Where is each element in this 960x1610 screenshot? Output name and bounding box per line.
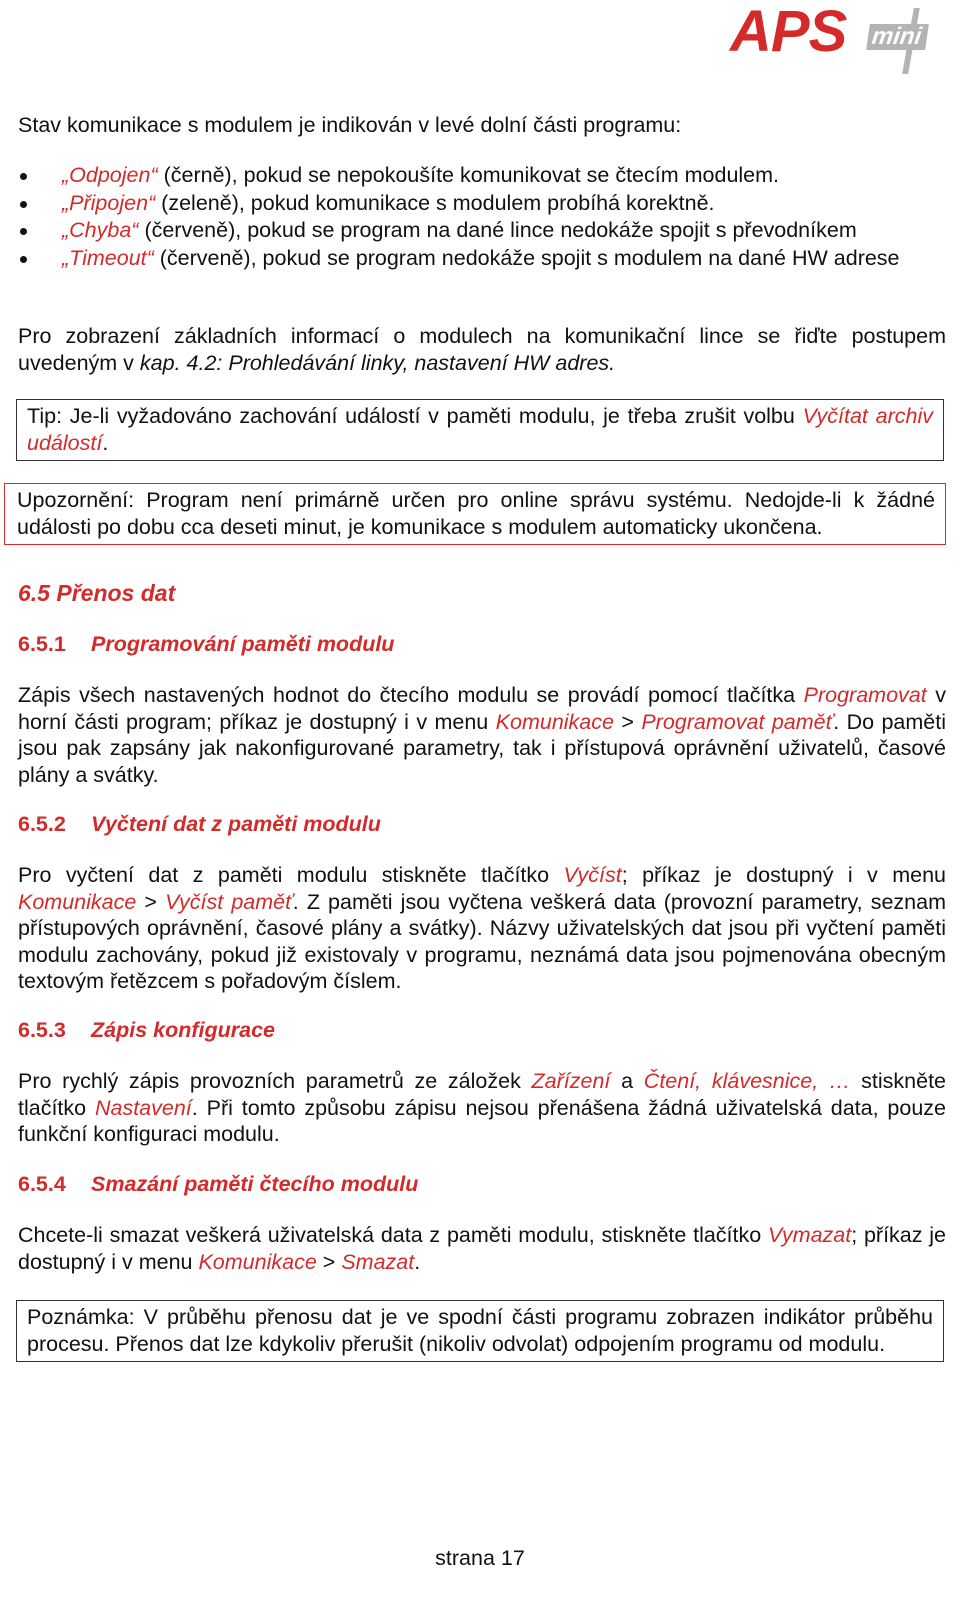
intro-paragraph: Stav komunikace s modulem je indikován v levé dolní části programu: [18,113,682,137]
tip-box: Tip: Je-li vyžadováno zachování událostí v paměti modulu, je třeba zrušit volbu Vyčítat archiv událostí. [16,399,944,461]
chapter-reference: kap. 4.2: Prohledávání linky, nastavení HW adres. [139,350,616,375]
bullet-icon [20,228,27,235]
warning-box: Upozornění: Program není primárně určen pro online správu systému. Nedojde-li k žádné události po dobu cca deseti minut, je komunikace s modulem automaticky ukončena. [4,483,946,545]
subsection-heading: 6.5.4 Smazání paměti čtecího modulu [18,1172,419,1196]
subsection-heading: 6.5.2 Vyčtení dat z paměti modulu [18,812,381,836]
info-paragraph: Pro zobrazení základních informací o modulech na komunikační lince se řiďte postupem uvedeným v kap. 4.2: Prohledávání linky, nastavení HW adres. [18,324,946,375]
logo-sub-text: mini [866,24,929,50]
section-heading: 6.5 Přenos dat [18,580,176,606]
bullet-icon [20,256,27,263]
bullet-icon [20,173,27,180]
tip-option-name: Vyčítat archiv událostí [27,404,933,455]
subsection-paragraph: Pro rychlý zápis provozních parametrů ze záložek Zařízení a Čtení, klávesnice, … stiskněte tlačítko Nastavení. Při tomto způsobu zápisu nejsou přenášena žádná uživatelská data, pouze funkční konfiguraci modulu. [18,1069,946,1146]
list-item: „Chyba“ (červeně), pokud se program na dané lince nedokáže spojit s převodníkem [18,217,946,245]
subsection-heading: 6.5.1 Programování paměti modulu [18,632,395,656]
note-box: Poznámka: V průběhu přenosu dat je ve spodní části programu zobrazen indikátor průběhu procesu. Přenos dat lze kdykoliv přerušit (nikoliv odvolat) odpojením programu od modulu. [16,1300,944,1362]
subsection-paragraph: Zápis všech nastavených hodnot do čtecího modulu se provádí pomocí tlačítka Programovat v horní části program; příkaz je dostupný i v menu Komunikace > Programovat paměť. Do paměti jsou pak zapsány jak nakonfigurované parametry, tak i přístupová oprávnění uživatelů, časové plány a svátky. [18,683,946,787]
list-item: „Timeout“ (červeně), pokud se program nedokáže spojit s modulem na dané HW adrese [18,245,946,273]
aps-mini-logo [730,2,952,78]
subsection-paragraph: Pro vyčtení dat z paměti modulu stiskněte tlačítko Vyčíst; příkaz je dostupný i v menu Komunikace > Vyčíst paměť. Z paměti jsou vyčtena veškerá data (provozní parametry, seznam přístupových oprávnění, časové plány a svátky). Názvy uživatelských dat jsou při vyčtení paměti modulu zachovány, pokud již existovaly v programu, neznámá data jsou pojmenována obecným textovým řetězcem s pořadovým číslem. [18,863,947,993]
status-list [18,162,946,272]
bullet-icon [20,201,27,208]
logo-main-text: APS [730,0,847,64]
list-item: „Odpojen“ (černě), pokud se nepokoušíte komunikovat se čtecím modulem. [18,162,946,190]
page-number: strana 17 [435,1546,525,1570]
subsection-paragraph: Chcete-li smazat veškerá uživatelská data z paměti modulu, stiskněte tlačítko Vymazat; příkaz je dostupný i v menu Komunikace > Smazat. [18,1223,946,1274]
list-item: „Připojen“ (zeleně), pokud komunikace s modulem probíhá korektně. [18,190,946,218]
subsection-heading: 6.5.3 Zápis konfigurace [18,1018,275,1042]
